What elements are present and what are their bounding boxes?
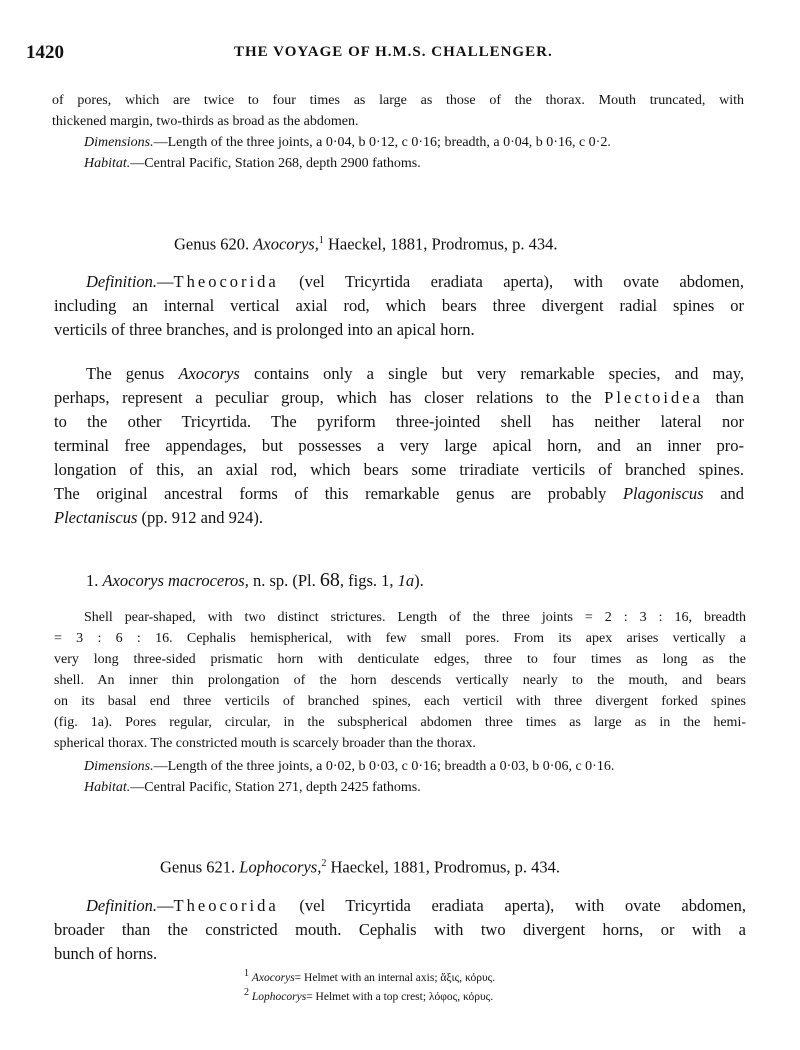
dimensions-text: —Length of the three joints, a 0·02, b 0·03, c 0·16; breadth a 0·03, b 0·06, c 0·16. <box>153 759 615 774</box>
genus-620-heading <box>174 229 558 257</box>
footnote-1-term: Axocorys <box>251 971 295 984</box>
species-1-line-4: shell. An inner thin prolongation of the horn descends vertically nearly to the mouth, and bears <box>54 673 746 688</box>
definition-group-name: Theocorida <box>173 272 279 291</box>
footnote-2-greek: λόφος, κόρυς. <box>428 990 494 1003</box>
footnote-mark-2: 2 <box>321 858 327 869</box>
dimensions-label: Dimensions. <box>84 759 154 774</box>
para-text: than <box>715 388 745 407</box>
genus-620-para-line-1 <box>86 362 744 386</box>
page-number: 1420 <box>26 42 64 63</box>
genus-621-definition-line-3: bunch of horns. <box>54 944 158 963</box>
species-1-line-3: very long three-sided prismatic horn with denticulate edges, three to four times as long as the <box>54 652 746 667</box>
species-1-line-5: on its basal end three verticils of branched spines, each verticil with three divergent forked spines <box>54 694 746 709</box>
footnote-2 <box>244 985 493 1005</box>
definition-label: Definition. <box>86 896 158 915</box>
genus-620-name: Axocorys, <box>253 234 319 254</box>
genus-621-heading <box>160 852 560 880</box>
prev-species-dimensions <box>84 132 611 153</box>
genus-620-number: Genus 620. <box>174 234 250 254</box>
footnote-1-mark: 1 <box>244 968 249 979</box>
genus-620-para-line-4: terminal free appendages, but possesses a very large apical horn, and an inner pro- <box>54 436 744 455</box>
definition-text: (vel Tricyrtida eradiata aperta), with ovate abdomen, <box>299 896 746 915</box>
dimensions-label: Dimensions. <box>84 135 154 150</box>
prev-species-line-2: thickened margin, two-thirds as broad as the abdomen. <box>52 114 359 129</box>
habitat-label: Habitat. <box>84 156 131 171</box>
habitat-label: Habitat. <box>84 780 131 795</box>
species-1-heading <box>86 568 424 593</box>
plate-number: 68 <box>319 569 340 591</box>
definition-label: Definition. <box>86 272 158 291</box>
footnote-2-term: Lophocorys <box>251 990 307 1003</box>
footnote-1-greek: ἄξις, κόρυς. <box>440 971 496 984</box>
species-fig-1a: 1a <box>397 571 415 590</box>
habitat-text: —Central Pacific, Station 268, depth 2900 fathoms. <box>130 156 421 171</box>
running-title: THE VOYAGE OF H.M.S. CHALLENGER. <box>234 44 553 60</box>
species-1-line-6: (fig. 1a). Pores regular, circular, in the subspherical abdomen three times as large as in the hemi- <box>54 715 746 730</box>
footnote-1 <box>244 966 495 986</box>
genus-621-definition-line-1 <box>86 894 746 918</box>
genus-name-axocorys: Axocorys <box>178 364 240 383</box>
genus-620-para-line-7 <box>54 506 263 530</box>
genus-name-plectaniscus: Plectaniscus <box>54 508 138 527</box>
species-1-dimensions <box>84 756 614 777</box>
species-ref-end: ). <box>414 571 424 590</box>
para-text: contains only a single but very remarkable species, and may, <box>254 364 745 383</box>
para-text: perhaps, represent a peculiar group, which has closer relations to the <box>54 388 592 407</box>
species-1-habitat <box>84 777 421 798</box>
definition-group-name: Theocorida <box>173 896 279 915</box>
genus-621-authority: Haeckel, 1881, Prodromus, p. 434. <box>330 857 561 877</box>
definition-dash: — <box>157 272 174 291</box>
definition-dash: — <box>157 896 174 915</box>
genus-621-definition-line-2: broader than the constricted mouth. Cephalis with two divergent horns, or with a <box>54 920 746 939</box>
para-text: The original ancestral forms of this remarkable genus are probably <box>54 484 607 503</box>
footnote-2-mark: 2 <box>244 987 249 998</box>
genus-620-authority: Haeckel, 1881, Prodromus, p. 434. <box>327 234 558 254</box>
species-number: 1. <box>86 571 99 590</box>
species-ref: n. sp. (Pl. <box>252 571 316 590</box>
genus-621-name: Lophocorys, <box>239 857 322 877</box>
prev-species-habitat <box>84 153 421 174</box>
species-1-line-7: spherical thorax. The constricted mouth is scarcely broader than the thorax. <box>54 736 476 751</box>
footnote-mark-1: 1 <box>318 235 324 246</box>
footnote-1-text: = Helmet with an internal axis; <box>294 971 438 984</box>
genus-name-plagoniscus: Plagoniscus <box>622 484 704 503</box>
species-1-line-2: = 3 : 6 : 16. Cephalis hemispherical, with few small pores. From its apex arises vertically a <box>54 631 746 646</box>
para-text: The genus <box>86 364 165 383</box>
dimensions-text: —Length of the three joints, a 0·04, b 0·12, c 0·16; breadth, a 0·04, b 0·16, c 0·2. <box>153 135 611 150</box>
para-text: and <box>720 484 745 503</box>
genus-620-para-line-3: to the other Tricyrtida. The pyriform three-jointed shell has neither lateral nor <box>54 412 744 431</box>
definition-text: (vel Tricyrtida eradiata aperta), with ovate abdomen, <box>299 272 745 291</box>
species-figs: , figs. 1, <box>339 571 394 590</box>
para-text: (pp. 912 and 924). <box>141 508 263 527</box>
species-name: Axocorys macroceros, <box>102 571 249 590</box>
genus-620-definition-line-1 <box>86 270 744 294</box>
habitat-text: —Central Pacific, Station 271, depth 2425 fathoms. <box>130 780 421 795</box>
prev-species-line-1: of pores, which are twice to four times as large as those of the thorax. Mouth truncated, with <box>52 93 744 108</box>
genus-620-para-line-5: longation of this, an axial rod, which bears some triradiate verticils of branched spines. <box>54 460 744 479</box>
group-name-plectoidea: Plectoidea <box>604 388 703 407</box>
genus-620-definition-line-3: verticils of three branches, and is prolonged into an apical horn. <box>54 320 475 339</box>
genus-620-para-line-6 <box>54 482 744 506</box>
genus-620-definition-line-2: including an internal vertical axial rod, which bears three divergent radial spines or <box>54 296 744 315</box>
genus-621-number: Genus 621. <box>160 857 236 877</box>
genus-620-para-line-2 <box>54 386 744 410</box>
species-1-line-1: Shell pear-shaped, with two distinct strictures. Length of the three joints = 2 : 3 : 16, breadth <box>84 610 746 625</box>
footnote-2-text: = Helmet with a top crest; <box>306 990 427 1003</box>
